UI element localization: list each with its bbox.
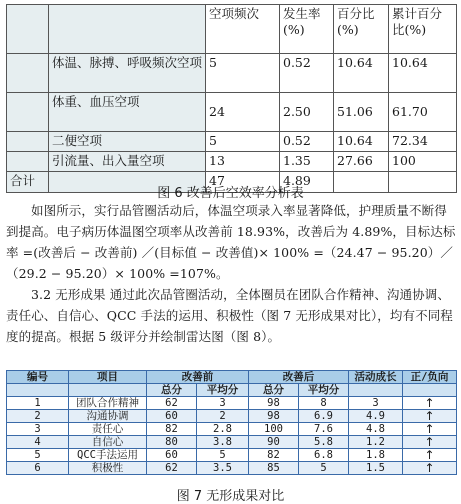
arrow-up-icon: ↑ <box>403 397 457 410</box>
paragraph: 如图所示，实行品管圈活动后，体温空项录入率显著降低，护理质量不断得到提高。电子病历体温图空项率从改善前 18.93%，改善后为 4.89%，目标达标率 =(改善后 − 改善前) ／(目标值 − 改善值)× 100% =（24.47 − 95.20）／（29.2 − 95.20）× 100% =107%。 <box>6 203 456 281</box>
table-row: 5 QCC手法运用 60 5 82 6.8 1.8 ↑ <box>7 449 457 462</box>
header-item: 项目 <box>69 371 147 384</box>
table-row: 体重、血压空项 24 2.50 51.06 61.70 <box>7 93 457 132</box>
header-freq: 空项频次 <box>206 5 280 54</box>
row-item: 二便空项 <box>49 132 206 152</box>
arrow-up-icon: ↑ <box>403 436 457 449</box>
table-row: 1 团队合作精神 62 3 98 8 3 ↑ <box>7 397 457 410</box>
total-label: 合计 <box>7 172 49 193</box>
table-row: 二便空项 5 0.52 10.64 72.34 <box>7 132 457 152</box>
arrow-up-icon: ↑ <box>403 423 457 436</box>
table-row: 6 积极性 62 3.5 85 5 1.5 ↑ <box>7 462 457 475</box>
row-item: 体温、脉搏、呼吸频次空项 <box>49 54 206 93</box>
header-after: 改善后 <box>249 371 349 384</box>
header-no: 编号 <box>7 371 69 384</box>
table-row: 引流量、出入量空项 13 1.35 27.66 100 <box>7 152 457 172</box>
table-subheader-row <box>7 384 457 397</box>
table-total-row: 合计 47 4.89 <box>7 172 457 193</box>
table-header-row <box>7 371 457 384</box>
table-6 <box>6 4 457 193</box>
figure-7-caption: 图 7 无形成果对比 <box>176 489 285 504</box>
header-avg: 平均分 <box>299 384 349 397</box>
header-rate: 发生率(%) <box>280 5 334 54</box>
body-text <box>6 200 458 347</box>
table-7 <box>6 370 457 475</box>
header-total: 总分 <box>147 384 197 397</box>
figure-6-caption: 图 6 改善后空效率分析表 <box>157 186 304 201</box>
header-growth: 活动成长 <box>349 371 403 384</box>
arrow-up-icon: ↑ <box>403 410 457 423</box>
header-total: 总分 <box>249 384 299 397</box>
header-before: 改善前 <box>147 371 249 384</box>
table-row: 3 责任心 82 2.8 100 7.6 4.8 ↑ <box>7 423 457 436</box>
row-item: 引流量、出入量空项 <box>49 152 206 172</box>
paragraph: 3.2 无形成果 通过此次品管圈活动，全体圈员在团队合作精神、沟通协调、责任心、自信心、QCC 手法的运用、积极性（图 7 无形成果对比），均有不同程度的提高。根据 5 级评分并绘制雷达图（图 8）。 <box>6 287 453 344</box>
arrow-up-icon: ↑ <box>403 449 457 462</box>
arrow-up-icon: ↑ <box>403 462 457 475</box>
header-pct: 百分比(%) <box>334 5 389 54</box>
header-direction: 正/负向 <box>403 371 457 384</box>
header-avg: 平均分 <box>197 384 249 397</box>
table-header-row <box>7 5 457 54</box>
header-cum: 累计百分比(%) <box>389 5 457 54</box>
table-row: 4 自信心 80 3.8 90 5.8 1.2 ↑ <box>7 436 457 449</box>
table-row: 2 沟通协调 60 2 98 6.9 4.9 ↑ <box>7 410 457 423</box>
row-item: 体重、血压空项 <box>49 93 206 132</box>
table-row: 体温、脉搏、呼吸频次空项 5 0.52 10.64 10.64 <box>7 54 457 93</box>
